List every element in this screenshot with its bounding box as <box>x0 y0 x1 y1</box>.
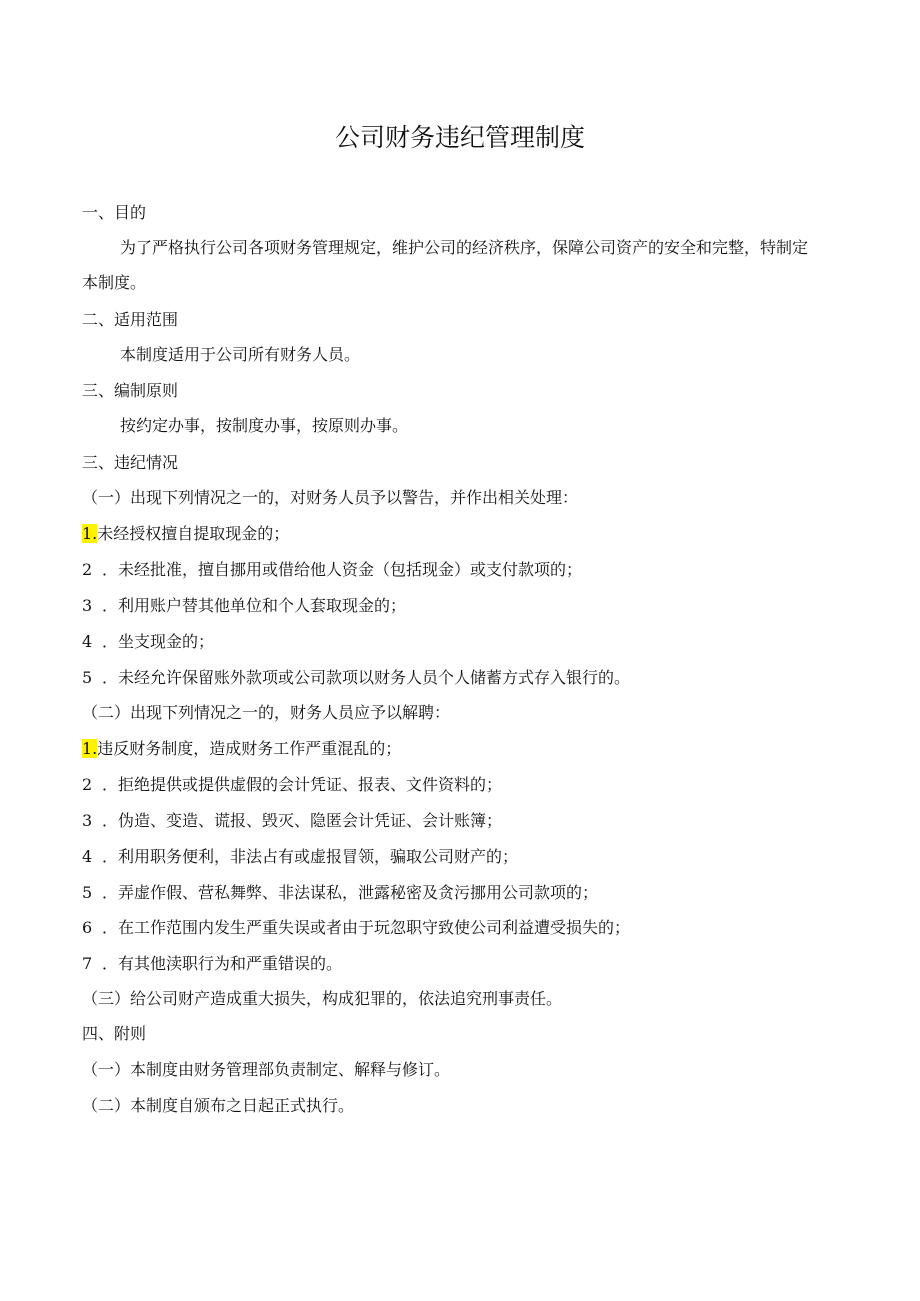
list-item-number: 3 <box>82 811 93 830</box>
list-item-text: ．利用账户替其他单位和个人套取现金的； <box>102 596 407 615</box>
list-item-number: 5 <box>82 883 93 902</box>
list-item-number: 2 <box>82 775 93 794</box>
appendix-item: （一）本制度由财务管理部负责制定、解释与修订。 <box>82 1060 451 1079</box>
list-item-text: 违反财务制度，造成财务工作严重混乱的； <box>97 739 402 758</box>
list-item-text: ．坐支现金的； <box>102 632 215 651</box>
group-3-title: （三）给公司财产造成重大损失，构成犯罪的，依法追究刑事责任。 <box>82 989 563 1008</box>
section-heading-violations: 三、违纪情况 <box>82 453 179 472</box>
list-item-text: ．利用职务便利，非法占有或虚报冒领，骗取公司财产的； <box>102 847 519 866</box>
list-item <box>82 596 406 616</box>
document-title: 公司财务违纪管理制度 <box>334 123 585 152</box>
list-item <box>82 524 289 544</box>
list-item <box>82 883 598 903</box>
list-item <box>82 847 518 867</box>
section-heading-scope: 二、适用范围 <box>82 310 179 329</box>
list-item <box>82 918 630 938</box>
list-item <box>82 560 582 580</box>
section-heading-appendix: 四、附则 <box>82 1024 147 1043</box>
list-item <box>82 775 502 795</box>
list-item-text: ．未经批准，擅自挪用或借给他人资金（包括现金）或支付款项的； <box>102 560 583 579</box>
list-item-text: ．有其他渎职行为和严重错误的。 <box>102 954 343 973</box>
highlighted-number: 1. <box>82 524 98 543</box>
list-item-text: ．在工作范围内发生严重失误或者由于玩忽职守致使公司利益遭受损失的； <box>102 918 631 937</box>
list-item-text: ．伪造、变造、谎报、毁灭、隐匿会计凭证、会计账簿； <box>102 811 503 830</box>
list-item-text: 未经授权擅自提取现金的； <box>97 524 290 543</box>
list-item-number: 7 <box>82 954 93 973</box>
list-item-number: 3 <box>82 596 93 615</box>
group-1-title: （一）出现下列情况之一的，对财务人员予以警告，并作出相关处理： <box>82 488 579 507</box>
section-heading-purpose: 一、目的 <box>82 203 147 222</box>
list-item-number: 6 <box>82 918 93 937</box>
list-item-number: 2 <box>82 560 93 579</box>
list-item <box>82 668 630 688</box>
list-item <box>82 632 214 652</box>
appendix-item: （二）本制度自颁布之日起正式执行。 <box>82 1096 355 1115</box>
list-item-text: ．未经允许保留账外款项或公司款项以财务人员个人储蓄方式存入银行的。 <box>102 668 631 687</box>
list-item-number: 5 <box>82 668 93 687</box>
purpose-paragraph-line-2: 本制度。 <box>82 273 147 292</box>
list-item <box>82 739 401 759</box>
principles-paragraph: 按约定办事，按制度办事，按原则办事。 <box>120 416 409 435</box>
section-heading-principles: 三、编制原则 <box>82 381 179 400</box>
list-item-number: 4 <box>82 632 93 651</box>
list-item-text: ．弄虚作假、营私舞弊、非法谋私，泄露秘密及贪污挪用公司款项的； <box>102 883 599 902</box>
list-item <box>82 811 502 831</box>
highlighted-number: 1. <box>82 739 98 758</box>
group-2-title: （二）出现下列情况之一的，财务人员应予以解聘： <box>82 703 451 722</box>
list-item-text: ．拒绝提供或提供虚假的会计凭证、报表、文件资料的； <box>102 775 503 794</box>
list-item <box>82 954 342 974</box>
purpose-paragraph-line-1: 为了严格执行公司各项财务管理规定，维护公司的经济秩序，保障公司资产的安全和完整，特制定 <box>120 238 809 257</box>
list-item-number: 4 <box>82 847 93 866</box>
scope-paragraph: 本制度适用于公司所有财务人员。 <box>120 345 361 364</box>
